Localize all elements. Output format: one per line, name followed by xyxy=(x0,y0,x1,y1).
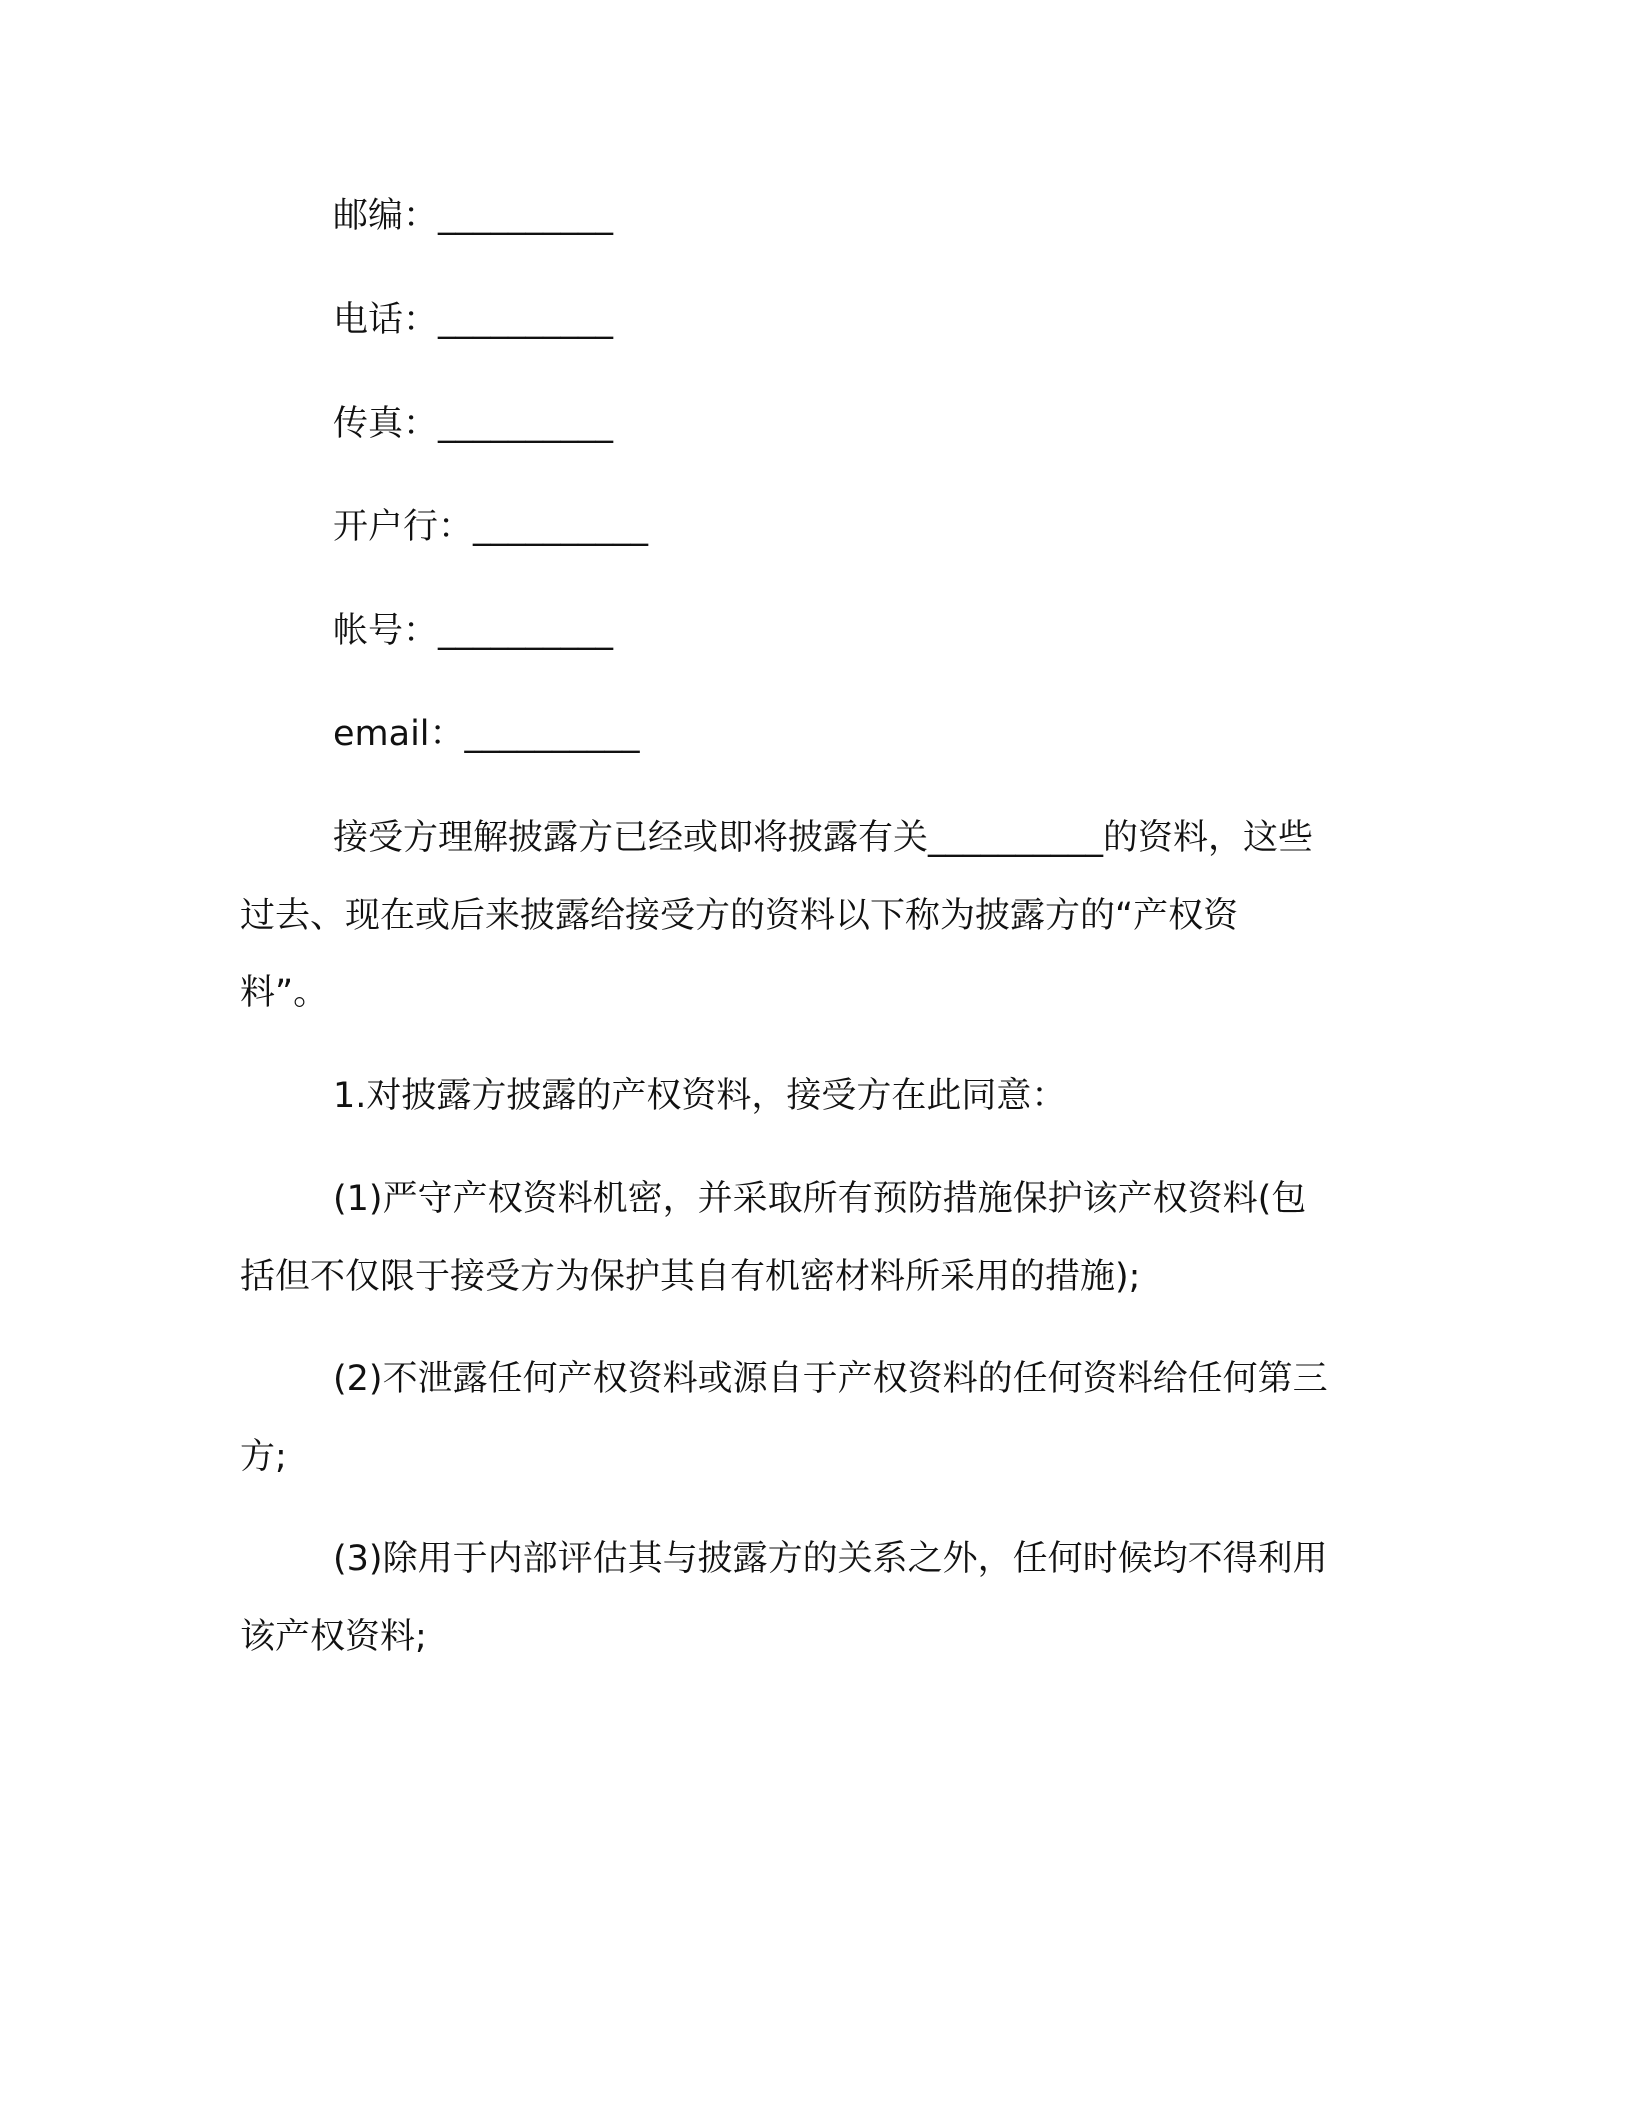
clause-item-3 xyxy=(240,1535,1390,1675)
field-postcode xyxy=(333,192,613,240)
field-blank: __________ xyxy=(438,404,614,444)
intro-paragraph xyxy=(240,814,1390,1034)
field-blank: __________ xyxy=(438,300,614,340)
field-phone xyxy=(333,296,613,344)
field-blank: __________ xyxy=(438,196,614,236)
paragraph-line: 该产权资料; xyxy=(240,1617,427,1657)
field-label: 传真： xyxy=(333,404,439,444)
paragraph-line: 料”。 xyxy=(240,973,329,1013)
paragraph-line: (1)严守产权资料机密，并采取所有预防措施保护该产权资料(包 xyxy=(333,1179,1307,1219)
paragraph-line: 方; xyxy=(240,1437,287,1477)
clause-item-1 xyxy=(240,1175,1390,1315)
field-email xyxy=(333,710,640,758)
paragraph-line: 括但不仅限于接受方为保护其自有机密材料所采用的措施); xyxy=(240,1257,1141,1297)
field-account xyxy=(333,607,613,655)
paragraph-line: (3)除用于内部评估其与披露方的关系之外，任何时候均不得利用 xyxy=(333,1539,1328,1579)
field-label: 电话： xyxy=(333,300,439,340)
field-label: email： xyxy=(333,714,465,754)
field-blank: __________ xyxy=(438,611,614,651)
paragraph-line: (2)不泄露任何产权资料或源自于产权资料的任何资料给任何第三 xyxy=(333,1359,1328,1399)
clause-1-heading xyxy=(240,1072,1390,1132)
clause-item-2 xyxy=(240,1355,1390,1495)
paragraph-line: 1.对披露方披露的产权资料，接受方在此同意： xyxy=(333,1076,1067,1116)
field-blank: __________ xyxy=(464,714,640,754)
field-label: 邮编： xyxy=(333,196,439,236)
field-label: 开户行： xyxy=(333,507,474,547)
paragraph-line: 过去、现在或后来披露给接受方的资料以下称为披露方的“产权资 xyxy=(240,896,1239,936)
field-blank: __________ xyxy=(473,507,649,547)
field-bank xyxy=(333,503,648,551)
paragraph-line: 接受方理解披露方已经或即将披露有关__________的资料，这些 xyxy=(333,818,1314,858)
field-fax xyxy=(333,400,613,448)
field-label: 帐号： xyxy=(333,611,439,651)
